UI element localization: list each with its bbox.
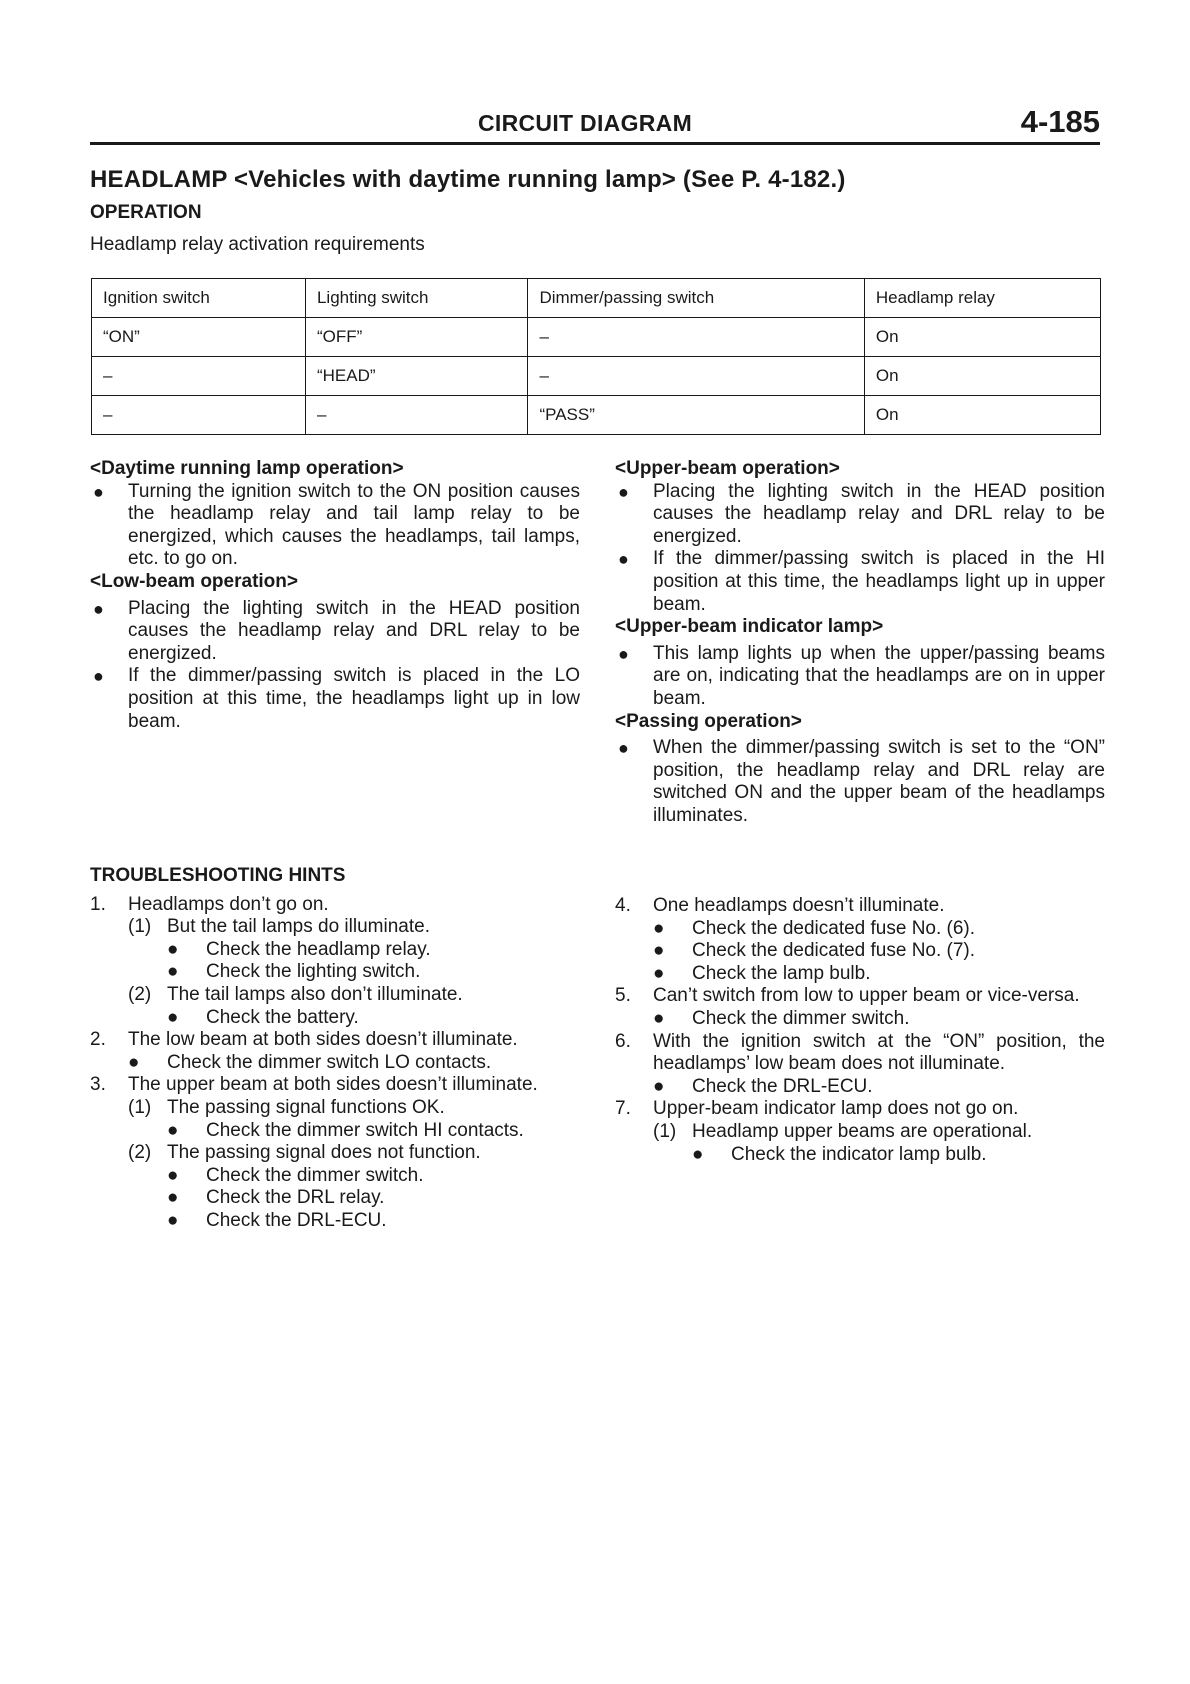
bullet-icon: ● xyxy=(93,598,104,619)
bullet-icon: ● xyxy=(167,1119,179,1141)
hint-item xyxy=(90,1029,580,1052)
hint-number: 6. xyxy=(615,1030,631,1052)
list-item-text: Placing the lighting switch in the HEAD position causes the headlamp relay and DRL relay to be energized. xyxy=(128,597,580,664)
hint-subitem xyxy=(90,984,580,1007)
table-cell: – xyxy=(305,396,527,435)
check-item xyxy=(90,1165,580,1188)
list-item xyxy=(90,481,580,571)
table-header-row xyxy=(92,279,1101,318)
list-item xyxy=(615,643,1105,711)
bullet-icon: ● xyxy=(93,481,104,502)
bullet-icon: ● xyxy=(618,549,629,570)
bullet-icon: ● xyxy=(653,962,665,984)
daytime-operation-heading: <Daytime running lamp operation> xyxy=(90,458,404,479)
check-text: Check the indicator lamp bulb. xyxy=(731,1143,987,1165)
bullet-icon: ● xyxy=(167,1187,179,1209)
list-item-text: When the dimmer/passing switch is set to the “ON” position, the headlamp relay and DRL relay are switched ON and the upper beam of the headlamps illuminates. xyxy=(653,737,1105,826)
hint-subitem xyxy=(90,1142,580,1165)
operations-left-column xyxy=(90,458,580,733)
list-item xyxy=(615,548,1105,616)
check-text: Check the dimmer switch. xyxy=(206,1164,424,1186)
bullet-icon: ● xyxy=(653,917,665,939)
subhint-text: Headlamp upper beams are operational. xyxy=(692,1120,1033,1142)
check-item xyxy=(615,940,1105,963)
check-item xyxy=(90,1187,580,1210)
relay-requirements-table xyxy=(91,278,1101,435)
subhint-text: The passing signal does not function. xyxy=(167,1142,481,1164)
hint-item xyxy=(615,1031,1105,1076)
list-item xyxy=(90,665,580,733)
header-title: CIRCUIT DIAGRAM xyxy=(478,110,693,136)
hint-number: 2. xyxy=(90,1029,106,1051)
table-cell: – xyxy=(92,396,306,435)
upper-beam-operation-heading: <Upper-beam operation> xyxy=(615,458,840,479)
check-item xyxy=(90,939,580,962)
troubleshooting-heading: TROUBLESHOOTING HINTS xyxy=(90,865,346,886)
check-text: Check the battery. xyxy=(206,1006,359,1028)
hint-text: The low beam at both sides doesn’t illuminate. xyxy=(128,1029,518,1051)
hint-number: 7. xyxy=(615,1098,631,1120)
check-text: Check the dimmer switch LO contacts. xyxy=(167,1051,492,1073)
hint-text: Headlamps don’t go on. xyxy=(128,893,329,915)
bullet-icon: ● xyxy=(618,643,629,664)
low-beam-operation-heading: <Low-beam operation> xyxy=(90,570,298,592)
hint-subitem xyxy=(90,1097,580,1120)
table-cell: – xyxy=(92,357,306,396)
page-number: 4-185 xyxy=(1020,104,1100,139)
bullet-icon: ● xyxy=(653,1007,665,1029)
table-header-cell: Headlamp relay xyxy=(864,279,1100,318)
subhint-number: (1) xyxy=(128,916,152,938)
bullet-icon: ● xyxy=(167,961,179,983)
operation-heading: OPERATION xyxy=(90,202,202,223)
check-text: Check the dedicated fuse No. (7). xyxy=(692,940,976,962)
bullet-icon: ● xyxy=(692,1143,704,1165)
table-cell: On xyxy=(864,396,1100,435)
hint-item xyxy=(615,895,1105,918)
table-cell: “ON” xyxy=(92,318,306,357)
list-item-text: Placing the lighting switch in the HEAD position causes the headlamp relay and DRL relay to be energized. xyxy=(653,480,1105,547)
hint-subitem xyxy=(90,916,580,939)
list-item-text: Turning the ignition switch to the ON position causes the headlamp relay and tail lamp relay to be energized, which causes the headlamps, tail lamps, etc. to go on. xyxy=(128,480,580,570)
list-item xyxy=(615,737,1105,827)
hint-number: 1. xyxy=(90,893,106,915)
list-item-text: If the dimmer/passing switch is placed in the LO position at this time, the headlamps light up in low beam. xyxy=(128,665,580,732)
bullet-icon: ● xyxy=(167,1209,179,1231)
check-item xyxy=(90,961,580,984)
check-item xyxy=(615,918,1105,941)
table-header-cell: Ignition switch xyxy=(92,279,306,318)
check-item xyxy=(615,1144,1105,1167)
subhint-number: (1) xyxy=(128,1096,152,1118)
hint-item xyxy=(615,1098,1105,1121)
hint-text: One headlamps doesn’t illuminate. xyxy=(653,895,945,916)
bullet-icon: ● xyxy=(167,1006,179,1028)
check-text: Check the dimmer switch. xyxy=(692,1007,910,1029)
page-header xyxy=(90,104,1100,145)
subhint-text: The passing signal functions OK. xyxy=(167,1096,445,1118)
table-cell: “PASS” xyxy=(528,396,864,435)
troubleshooting-left-column xyxy=(90,865,580,1233)
passing-operation-heading: <Passing operation> xyxy=(615,710,802,732)
table-header-cell: Lighting switch xyxy=(305,279,527,318)
check-text: Check the DRL-ECU. xyxy=(206,1209,387,1231)
subhint-text: But the tail lamps do illuminate. xyxy=(167,916,430,938)
subhint-text: The tail lamps also don’t illuminate. xyxy=(167,983,463,1005)
bullet-icon: ● xyxy=(167,938,179,960)
check-text: Check the lighting switch. xyxy=(206,961,421,983)
hint-item xyxy=(615,985,1105,1008)
list-item xyxy=(90,598,580,666)
bullet-icon: ● xyxy=(618,481,629,502)
check-text: Check the dimmer switch HI contacts. xyxy=(206,1119,524,1141)
check-item xyxy=(615,1076,1105,1099)
table-cell: On xyxy=(864,318,1100,357)
hint-subitem xyxy=(615,1121,1105,1144)
check-item xyxy=(615,963,1105,986)
table-cell: “OFF” xyxy=(305,318,527,357)
table-row xyxy=(92,396,1101,435)
table-header-cell: Dimmer/passing switch xyxy=(528,279,864,318)
section-title: HEADLAMP <Vehicles with daytime running lamp> (See P. 4-182.) xyxy=(90,166,846,193)
hint-text: Upper-beam indicator lamp does not go on. xyxy=(653,1098,1019,1120)
hint-text: The upper beam at both sides doesn’t illuminate. xyxy=(128,1074,538,1096)
check-text: Check the dedicated fuse No. (6). xyxy=(692,917,976,939)
subhint-number: (1) xyxy=(653,1120,677,1142)
table-cell: On xyxy=(864,357,1100,396)
hint-number: 4. xyxy=(615,895,631,916)
upper-beam-indicator-heading: <Upper-beam indicator lamp> xyxy=(615,616,884,638)
table-cell: “HEAD” xyxy=(305,357,527,396)
hint-text: With the ignition switch at the “ON” position, the headlamps’ low beam does not illuminate. xyxy=(653,1030,1105,1075)
check-text: Check the lamp bulb. xyxy=(692,962,871,984)
list-item-text: This lamp lights up when the upper/passing beams are on, indicating that the headlamps are on in upper beam. xyxy=(653,642,1105,709)
list-item-text: If the dimmer/passing switch is placed in the HI position at this time, the headlamps light up in upper beam. xyxy=(653,548,1105,615)
bullet-icon: ● xyxy=(618,738,629,759)
check-item xyxy=(615,1008,1105,1031)
check-text: Check the DRL relay. xyxy=(206,1187,385,1209)
subhint-number: (2) xyxy=(128,983,152,1005)
bullet-icon: ● xyxy=(653,940,665,962)
table-row xyxy=(92,357,1101,396)
hint-item xyxy=(90,894,580,917)
list-item xyxy=(615,481,1105,549)
hint-text: Can’t switch from low to upper beam or vice-versa. xyxy=(653,985,1080,1007)
table-row xyxy=(92,318,1101,357)
hint-item xyxy=(90,1074,580,1097)
check-item xyxy=(90,1052,580,1075)
check-item xyxy=(90,1120,580,1143)
check-text: Check the headlamp relay. xyxy=(206,938,431,960)
bullet-icon: ● xyxy=(167,1164,179,1186)
check-item xyxy=(90,1210,580,1233)
table-caption: Headlamp relay activation requirements xyxy=(90,234,425,255)
table-cell: – xyxy=(528,357,864,396)
hint-number: 3. xyxy=(90,1074,106,1096)
check-item xyxy=(90,1007,580,1030)
troubleshooting-right-column xyxy=(615,895,1105,1166)
operations-right-column xyxy=(615,458,1105,828)
check-text: Check the DRL-ECU. xyxy=(692,1075,873,1097)
bullet-icon: ● xyxy=(653,1075,665,1097)
subhint-number: (2) xyxy=(128,1142,152,1164)
hint-number: 5. xyxy=(615,985,631,1007)
bullet-icon: ● xyxy=(93,666,104,687)
table-cell: – xyxy=(528,318,864,357)
bullet-icon: ● xyxy=(128,1051,140,1073)
